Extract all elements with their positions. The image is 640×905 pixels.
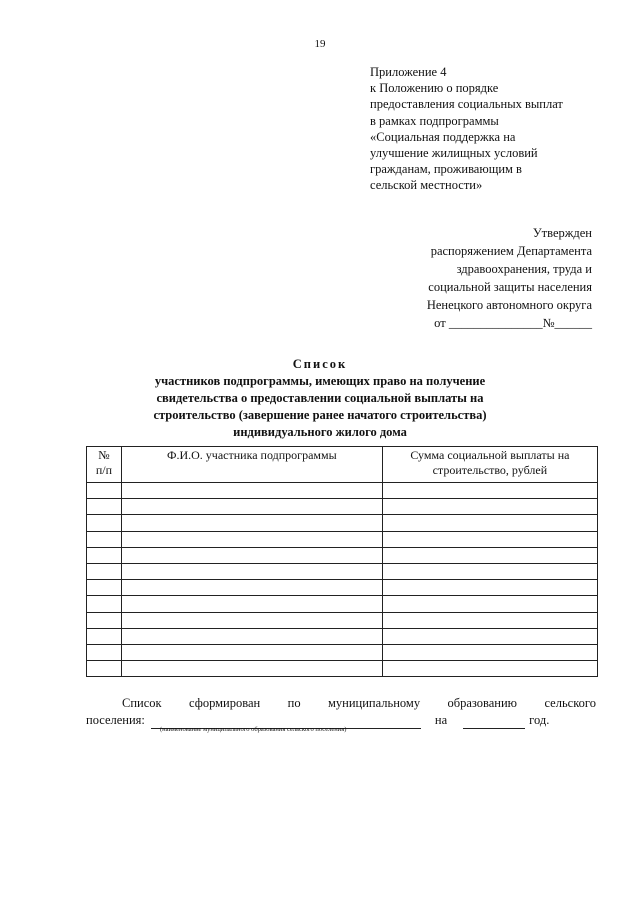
amount-cell[interactable] <box>382 612 597 628</box>
appendix-line: гражданам, проживающим в <box>370 162 522 177</box>
col-number-header <box>87 447 122 483</box>
footer-word: сформирован <box>189 696 261 710</box>
list-title-line: свидетельства о предоставлении социальной выплаты на <box>156 391 484 405</box>
participant-name-cell[interactable] <box>121 628 382 644</box>
participant-name-cell[interactable] <box>121 644 382 660</box>
appendix-line: улучшение жилищных условий <box>370 146 538 161</box>
row-number-cell[interactable] <box>87 547 122 563</box>
table-row <box>87 515 598 531</box>
col-amount-header-line: строительство, рублей <box>432 463 548 477</box>
row-number-cell[interactable] <box>87 628 122 644</box>
list-title-line: участников подпрограммы, имеющих право на получение <box>154 374 486 388</box>
footer-word: Список <box>122 696 162 710</box>
footer-word: по <box>287 696 301 710</box>
table-row <box>87 483 598 499</box>
appendix-line: в рамках подпрограммы <box>370 113 499 128</box>
footer-word: образованию <box>447 696 518 710</box>
table-row <box>87 596 598 612</box>
row-number-cell[interactable] <box>87 563 122 579</box>
row-number-cell[interactable] <box>87 499 122 515</box>
appendix-line: сельской местности» <box>370 178 483 193</box>
settlement-caption: (наименование муниципального образования сельского поселения) <box>160 726 347 733</box>
col-number-header-line: п/п <box>95 463 113 477</box>
row-number-cell[interactable] <box>87 644 122 660</box>
approval-block <box>380 224 592 332</box>
amount-cell[interactable] <box>382 563 597 579</box>
table-body <box>87 483 598 677</box>
year-label: год. <box>529 713 550 727</box>
table-row <box>87 531 598 547</box>
footer-statement <box>86 695 596 729</box>
table-row <box>87 644 598 660</box>
participant-name-cell[interactable] <box>121 515 382 531</box>
participant-name-cell[interactable] <box>121 499 382 515</box>
page-number: 19 <box>314 38 326 50</box>
footer-row-1 <box>86 695 596 712</box>
row-number-cell[interactable] <box>87 515 122 531</box>
row-number-cell[interactable] <box>87 596 122 612</box>
appendix-line: Приложение 4 <box>370 65 447 79</box>
list-title-line: строительство (завершение ранее начатого строительства) <box>153 408 487 422</box>
approval-line: социальной защиты населения <box>428 280 592 294</box>
footer-word: муниципальному <box>328 696 421 710</box>
participant-name-cell[interactable] <box>121 580 382 596</box>
row-number-cell[interactable] <box>87 580 122 596</box>
appendix-block <box>370 64 610 194</box>
col-number-header-line: № <box>98 448 110 462</box>
amount-cell[interactable] <box>382 515 597 531</box>
table-row <box>87 547 598 563</box>
list-heading: Список <box>292 357 348 371</box>
settlement-label: поселения: <box>86 713 145 727</box>
approval-line: Ненецкого автономного округа <box>426 298 592 312</box>
table-row <box>87 661 598 677</box>
appendix-line: к Положению о порядке <box>370 81 499 96</box>
approval-line: распоряжением Департамента <box>430 244 592 258</box>
participant-name-cell[interactable] <box>121 596 382 612</box>
participant-name-cell[interactable] <box>121 483 382 499</box>
amount-cell[interactable] <box>382 596 597 612</box>
participant-name-cell[interactable] <box>121 612 382 628</box>
approval-line: от _______________№______ <box>434 316 592 330</box>
amount-cell[interactable] <box>382 628 597 644</box>
table-row <box>87 563 598 579</box>
col-name-header: Ф.И.О. участника подпрограммы <box>121 447 382 483</box>
appendix-line: предоставления социальных выплат <box>370 97 563 112</box>
table-row <box>87 628 598 644</box>
col-amount-header-line: Сумма социальной выплаты на <box>410 448 570 462</box>
footer-word: сельского <box>544 696 596 710</box>
col-amount-header <box>382 447 597 483</box>
appendix-line: «Социальная поддержка на <box>370 129 516 144</box>
amount-cell[interactable] <box>382 644 597 660</box>
table-header-row <box>87 447 598 483</box>
table-row <box>87 499 598 515</box>
row-number-cell[interactable] <box>87 531 122 547</box>
row-number-cell[interactable] <box>87 483 122 499</box>
participant-name-cell[interactable] <box>121 661 382 677</box>
participant-name-cell[interactable] <box>121 563 382 579</box>
participants-table <box>86 446 598 677</box>
table-row <box>87 612 598 628</box>
list-title-line: индивидуального жилого дома <box>233 425 407 439</box>
amount-cell[interactable] <box>382 531 597 547</box>
amount-cell[interactable] <box>382 483 597 499</box>
approval-line: Утвержден <box>532 226 592 240</box>
amount-cell[interactable] <box>382 661 597 677</box>
amount-cell[interactable] <box>382 580 597 596</box>
participant-name-cell[interactable] <box>121 531 382 547</box>
participant-name-cell[interactable] <box>121 547 382 563</box>
row-number-cell[interactable] <box>87 612 122 628</box>
amount-cell[interactable] <box>382 499 597 515</box>
on-label: на <box>434 713 448 727</box>
approval-line: здравоохранения, труда и <box>456 262 592 276</box>
row-number-cell[interactable] <box>87 661 122 677</box>
amount-cell[interactable] <box>382 547 597 563</box>
list-title <box>110 356 530 441</box>
table-row <box>87 580 598 596</box>
